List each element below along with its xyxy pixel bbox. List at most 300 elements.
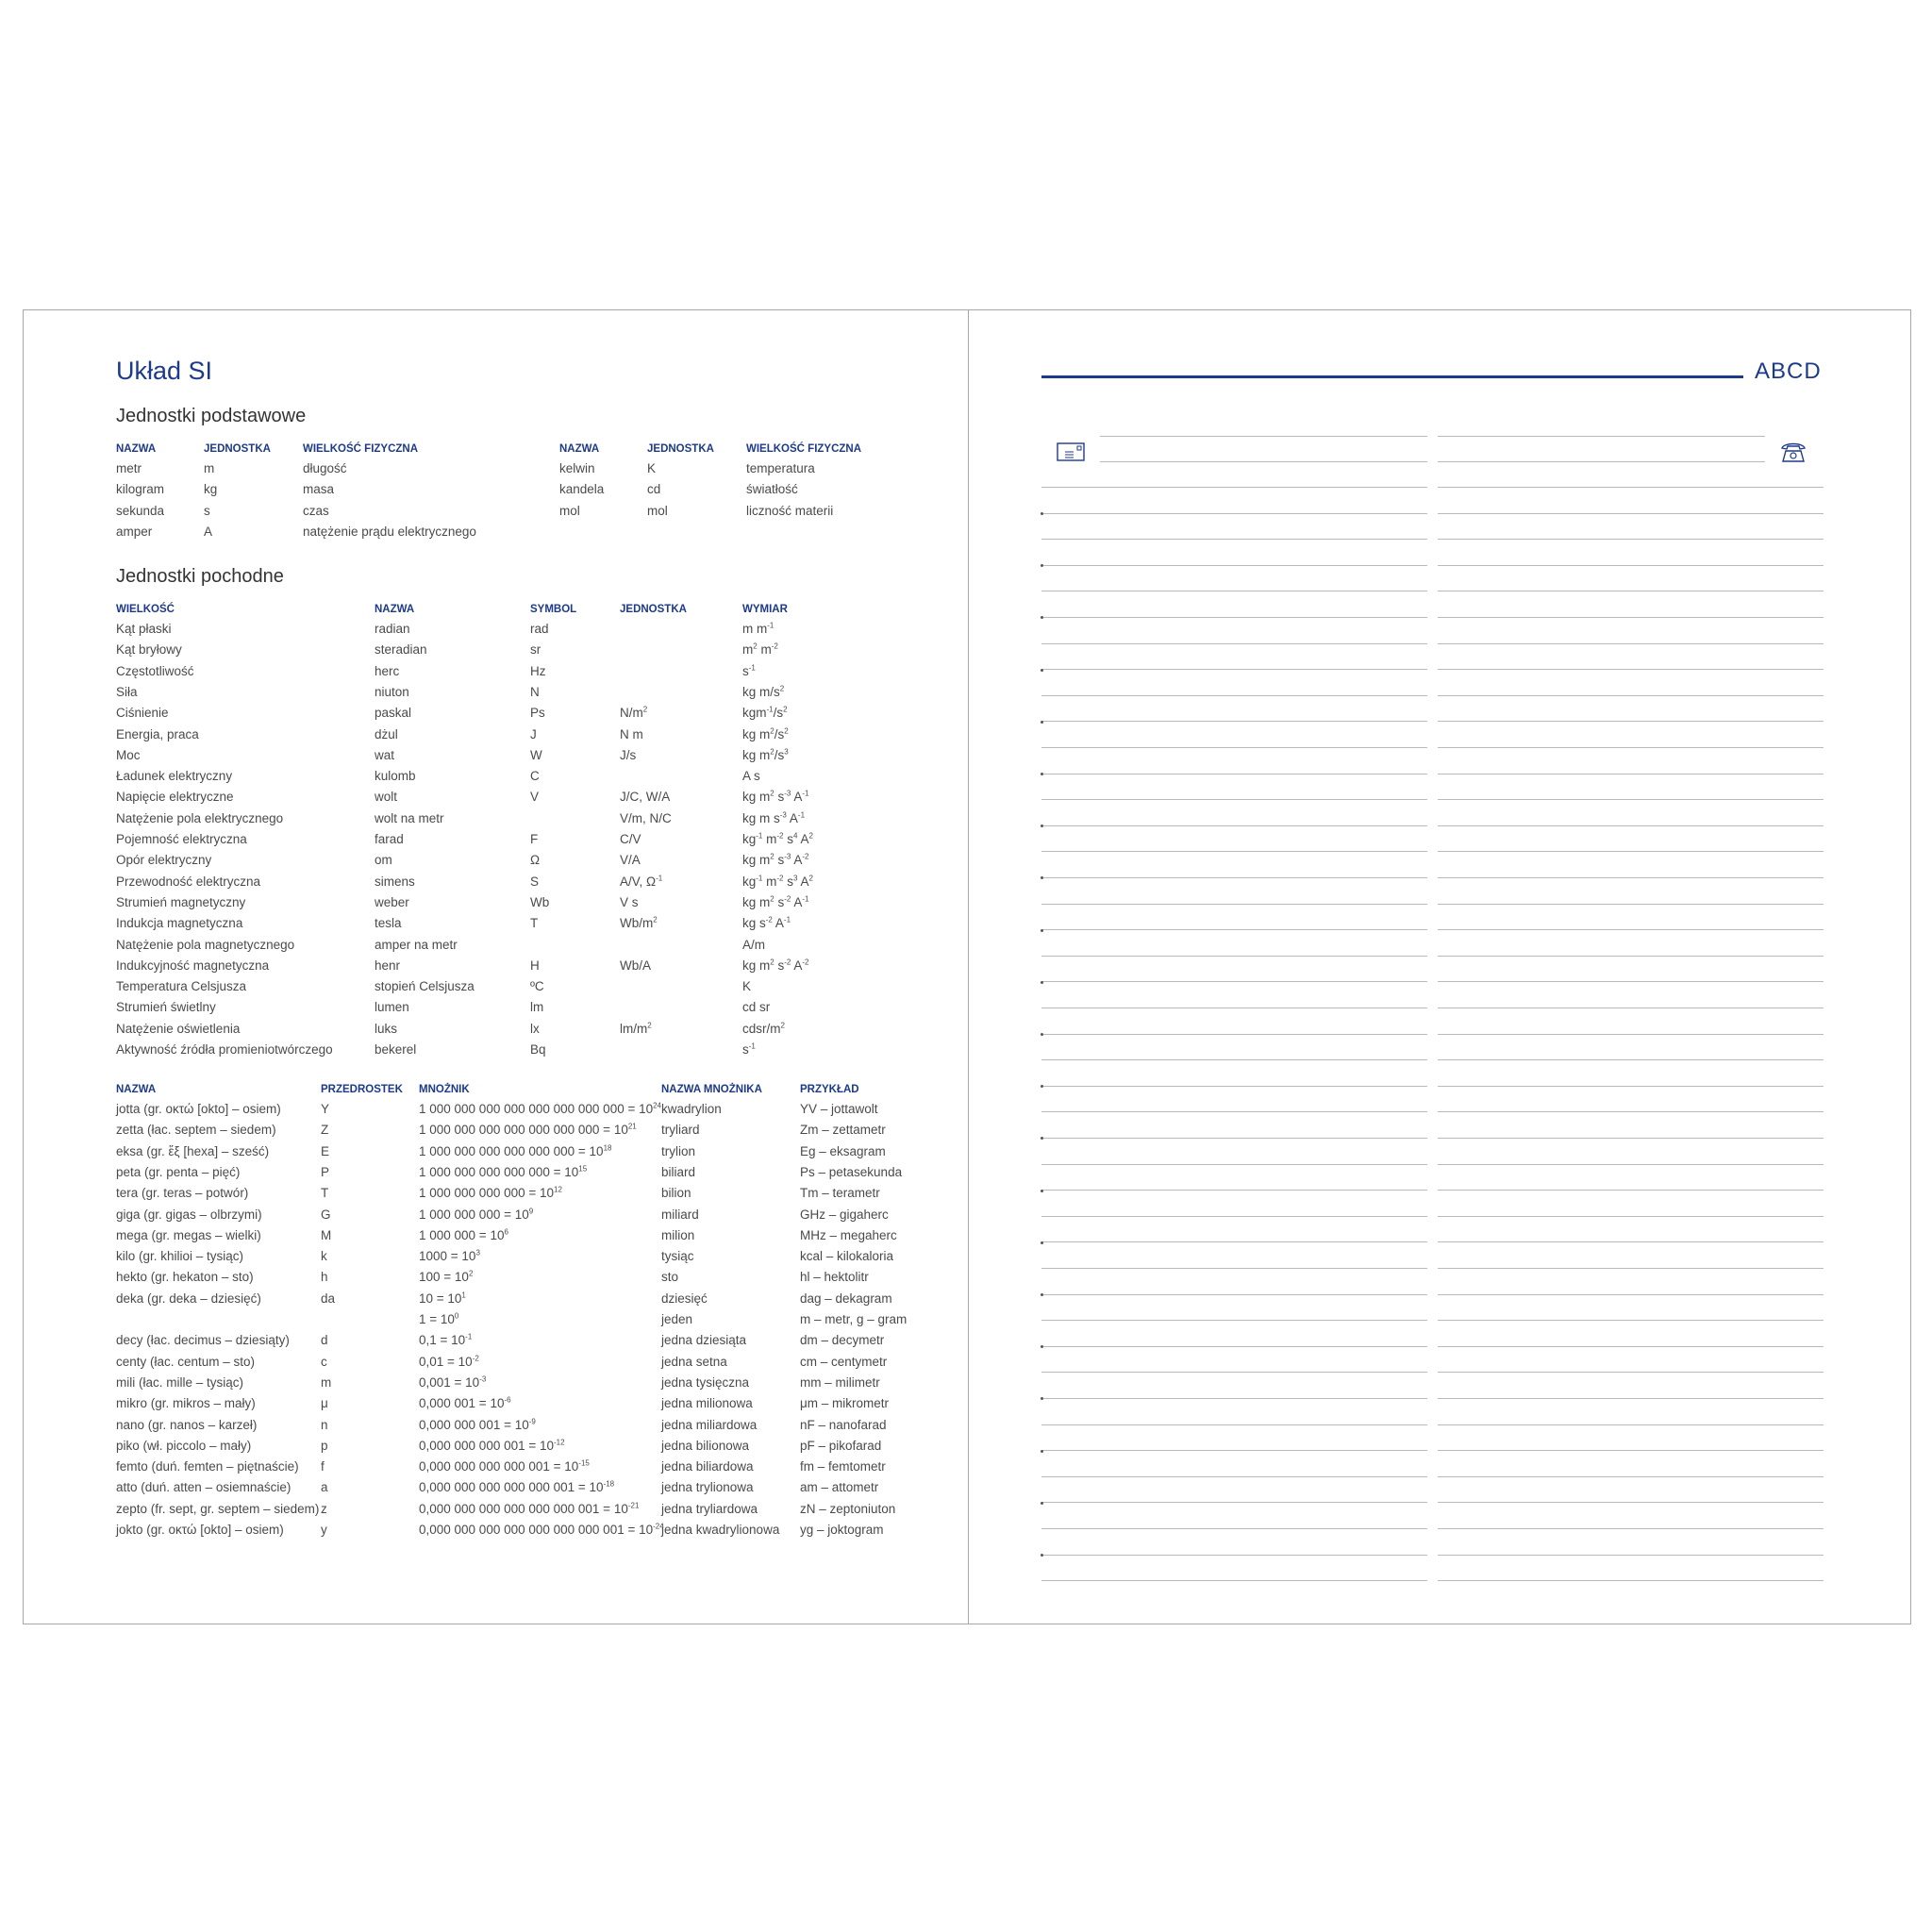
prefix-cell: tryliard [661, 1123, 700, 1138]
prefix-cell: trylion [661, 1143, 696, 1158]
ruled-line [1041, 669, 1427, 670]
derived-cell: wolt [375, 790, 398, 805]
prefix-cell: centy (łac. centum – sto) [116, 1354, 256, 1369]
derived-cell: Częstotliwość [116, 663, 194, 678]
base-cell: długość [303, 461, 347, 475]
derived-cell: Ciśnienie [116, 706, 169, 721]
base-cell: masa [303, 482, 335, 497]
derived-cell: $kg^{-1}$ $m^{-2}$ $s^4$ $A^2$ [742, 831, 813, 846]
ruled-line [1438, 1372, 1824, 1373]
prefix-cell: 0,000 000 000 000 $001 = 10^{-15}$ [419, 1458, 590, 1474]
ruled-line [1041, 1450, 1427, 1451]
entry-dot [1041, 512, 1043, 515]
derived-cell: S [530, 874, 540, 889]
derived-cell: Wb [530, 894, 550, 909]
ruled-line [1438, 747, 1824, 748]
derived-cell: $s^{-1}$ [742, 663, 756, 678]
prefix-cell: dziesięć [661, 1291, 708, 1306]
derived-cell: bekerel [375, 1042, 417, 1057]
derived-cell: Bq [530, 1042, 546, 1057]
prefix-cell: mega (gr. megas – wielki) [116, 1227, 261, 1242]
prefix-cell: Tm – terametr [800, 1186, 880, 1201]
prefix-cell: miliard [661, 1207, 699, 1222]
ruled-line [1041, 1372, 1427, 1373]
base-cell: światłość [746, 482, 798, 497]
telephone-icon [1779, 440, 1807, 464]
derived-cell: Napięcie elektryczne [116, 790, 234, 805]
prefix-cell: $0,001 = 10^{-3}$ [419, 1374, 487, 1390]
ruled-line [1041, 825, 1427, 826]
ruled-line [1041, 1034, 1427, 1035]
derived-cell: C [530, 769, 540, 784]
ruled-line [1438, 669, 1824, 670]
prefix-cell: n [321, 1417, 328, 1432]
derived-cell: kg $m^2$ $s^{-2}$ $A^{-1}$ [742, 894, 809, 909]
derived-cell: J/C, W/A [620, 790, 671, 805]
entry-dot [1041, 1241, 1043, 1244]
entry-dot [1041, 1502, 1043, 1505]
ruled-line [1041, 799, 1427, 800]
prefix-cell: bilion [661, 1186, 691, 1201]
prefix-cell: mili (łac. mille – tysiąc) [116, 1374, 244, 1390]
prefix-cell: 1 000 000 000 000 000 000 $000 = 10^{21}$ [419, 1122, 637, 1138]
ruled-line [1041, 721, 1427, 722]
ruled-line [1438, 1190, 1824, 1191]
prefix-cell: P [321, 1164, 330, 1179]
prefix-cell: deka (gr. deka – dziesięć) [116, 1291, 261, 1306]
ruled-line [1041, 1294, 1427, 1295]
prefix-cell: Zm – zettametr [800, 1123, 886, 1138]
derived-cell: $Wb/m^2$ [620, 915, 658, 931]
prefix-cell: 1 000 000 000 000 $000 = 10^{15}$ [419, 1164, 588, 1179]
prefix-cell: jedna dziesiąta [661, 1333, 747, 1348]
base-cell: s [204, 503, 210, 518]
ruled-line [1438, 1320, 1824, 1321]
entry-dot [1041, 1450, 1043, 1453]
prefix-cell: jedna setna [661, 1354, 727, 1369]
ruled-line [1041, 695, 1427, 696]
prefix-cell: Eg – eksagram [800, 1143, 886, 1158]
prefix-cell: pF – pikofarad [800, 1438, 882, 1453]
entry-dot [1041, 981, 1043, 984]
derived-cell: amper na metr [375, 937, 458, 952]
page-title: Układ SI [116, 357, 213, 385]
prefix-cell: femto (duń. femten – piętnaście) [116, 1459, 299, 1474]
derived-cell: V [530, 790, 540, 805]
prefix-cell: z [321, 1501, 327, 1516]
ruled-line [1438, 1034, 1824, 1035]
entry-dot [1041, 721, 1043, 724]
ruled-line [1438, 461, 1765, 462]
ruled-line [1438, 436, 1765, 437]
entry-dot [1041, 1033, 1043, 1036]
prefix-cell: jokto (gr. οκτώ [okto] – osiem) [116, 1523, 284, 1537]
base-cell: temperatura [746, 461, 815, 475]
derived-cell: Moc [116, 747, 141, 762]
derived-cell: herc [375, 663, 400, 678]
prefix-cell: peta (gr. penta – pięć) [116, 1164, 241, 1179]
base-cell: sekunda [116, 503, 165, 518]
prefix-header: MNOŻNIK [419, 1084, 470, 1095]
ruled-line [1041, 956, 1427, 957]
derived-cell: W [530, 747, 542, 762]
ruled-line [1438, 1086, 1824, 1087]
derived-cell: V/A [620, 853, 641, 868]
prefix-cell: jedna tysięczna [661, 1374, 750, 1390]
base-cell: amper [116, 524, 153, 539]
prefix-cell: dag – dekagram [800, 1291, 892, 1306]
derived-cell: Wb/A [620, 958, 652, 973]
prefix-cell: μm – mikrometr [800, 1396, 890, 1411]
derived-cell: J/s [620, 747, 637, 762]
ruled-line [1438, 1450, 1824, 1451]
ruled-line [1041, 513, 1427, 514]
derived-cell: Hz [530, 663, 546, 678]
base-cell: cd [647, 482, 661, 497]
ruled-line [1041, 1555, 1427, 1556]
prefix-cell: jedna milionowa [661, 1396, 753, 1411]
base-cell: mol [559, 503, 580, 518]
derived-cell: A/V, $\Omega^{-1}$ [620, 874, 663, 889]
prefix-cell: M [321, 1227, 332, 1242]
base-cell: m [204, 461, 215, 475]
derived-cell: kg $m^2$ $s^{-3}$ $A^{-1}$ [742, 789, 809, 805]
prefix-cell: mikro (gr. mikros – mały) [116, 1396, 256, 1411]
ruled-line [1041, 487, 1427, 488]
derived-header: WIELKOŚĆ [116, 604, 175, 615]
ruled-line [1041, 877, 1427, 878]
ruled-line [1438, 981, 1824, 982]
prefix-cell: jedna miliardowa [661, 1417, 758, 1432]
ruled-line [1438, 1528, 1824, 1529]
derived-cell: kg $s^{-2}$ $A^{-1}$ [742, 915, 791, 931]
derived-cell: Kąt płaski [116, 622, 172, 636]
prefix-cell: 0,000 000 000 000 000 000 $001 = 10^{-21}$ [419, 1501, 640, 1516]
prefix-cell: yg – joktogram [800, 1523, 884, 1537]
ruled-line [1041, 1111, 1427, 1112]
derived-cell: wolt na metr [375, 810, 444, 825]
ruled-line [1041, 1086, 1427, 1087]
ruled-line [1438, 1424, 1824, 1425]
base-cell: kelwin [559, 461, 595, 475]
prefix-cell: jedna trylionowa [661, 1480, 754, 1495]
entry-dot [1041, 1554, 1043, 1557]
derived-header: SYMBOL [530, 604, 577, 615]
ruled-line [1438, 1294, 1824, 1295]
prefix-cell: tera (gr. teras – potwór) [116, 1186, 249, 1201]
ruled-line [1041, 747, 1427, 748]
derived-cell: C/V [620, 832, 641, 846]
derived-cell: kg m $s^{-3}$ $A^{-1}$ [742, 810, 806, 825]
ruled-line [1438, 1502, 1824, 1503]
base-header: NAZWA [116, 443, 157, 455]
derived-cell: F [530, 832, 539, 846]
ruled-line [1438, 513, 1824, 514]
derived-cell: kg $m^2/s^3$ [742, 747, 789, 762]
derived-cell: Ω [530, 853, 541, 868]
derived-cell: lm [530, 1000, 544, 1015]
derived-cell: $lm/m^2$ [620, 1021, 652, 1036]
prefix-cell: nF – nanofarad [800, 1417, 887, 1432]
ruled-line [1041, 1476, 1427, 1477]
ruled-line [1041, 1138, 1427, 1139]
ruled-line [1438, 617, 1824, 618]
prefix-cell: milion [661, 1227, 695, 1242]
ruled-line [1041, 851, 1427, 852]
derived-cell: luks [375, 1021, 398, 1036]
derived-cell: cdsr/$m^2$ [742, 1021, 785, 1036]
prefix-cell: kilo (gr. khilioi – tysiąc) [116, 1249, 244, 1264]
derived-cell: lx [530, 1021, 540, 1036]
prefix-cell: da [321, 1291, 336, 1306]
ruled-line [1438, 851, 1824, 852]
prefix-cell: nano (gr. nanos – karzeł) [116, 1417, 258, 1432]
ruled-line [1041, 1164, 1427, 1165]
ruled-line [1041, 539, 1427, 540]
derived-cell: kg $m^2$ $s^{-3}$ $A^{-2}$ [742, 852, 809, 868]
derived-cell: tesla [375, 916, 402, 931]
derived-cell: farad [375, 832, 404, 846]
ruled-line [1041, 1241, 1427, 1242]
derived-cell: kg $m^2/s^2$ [742, 726, 789, 741]
derived-cell: cd sr [742, 1000, 771, 1015]
prefix-cell: 1 000 000 000 000 000 $000 = 10^{18}$ [419, 1143, 612, 1158]
derived-cell: steradian [375, 642, 427, 658]
derived-cell: A/m [742, 937, 766, 952]
prefix-cell: decy (łac. decimus – dziesiąty) [116, 1333, 290, 1348]
prefix-cell: hl – hektolitr [800, 1270, 869, 1285]
index-letters: ABCD [1755, 358, 1822, 384]
base-cell: K [647, 461, 657, 475]
derived-cell: Przewodność elektryczna [116, 874, 261, 889]
ruled-line [1041, 643, 1427, 644]
prefix-cell: MHz – megaherc [800, 1227, 897, 1242]
ruled-line [1041, 929, 1427, 930]
ruled-line [1041, 1320, 1427, 1321]
ruled-line [1438, 1111, 1824, 1112]
prefix-cell: atto (duń. atten – osiemnaście) [116, 1480, 291, 1495]
base-cell: natężenie prądu elektrycznego [303, 524, 476, 539]
prefix-cell: $0,1 = 10^{-1}$ [419, 1332, 473, 1348]
derived-cell: $kgm^{-1}/s^2$ [742, 705, 788, 721]
derived-cell: henr [375, 958, 401, 973]
derived-cell: om [375, 853, 392, 868]
prefix-cell: $1000 = 10^3$ [419, 1248, 480, 1264]
prefix-cell: hekto (gr. hekaton – sto) [116, 1270, 254, 1285]
ruled-line [1438, 1164, 1824, 1165]
ruled-line [1438, 877, 1824, 878]
derived-cell: wat [375, 747, 395, 762]
prefix-cell: Z [321, 1123, 329, 1138]
derived-cell: Temperatura Celsjusza [116, 979, 247, 994]
ruled-line [1438, 799, 1824, 800]
prefix-cell: $0,01 = 10^{-2}$ [419, 1354, 479, 1369]
entry-dot [1041, 1190, 1043, 1192]
ruled-line [1041, 904, 1427, 905]
ruled-line [1041, 1424, 1427, 1425]
derived-cell: K [742, 979, 752, 994]
derived-cell: kg $m^2$ $s^{-2}$ $A^{-2}$ [742, 958, 809, 973]
prefix-cell: tysiąc [661, 1249, 694, 1264]
derived-cell: A s [742, 769, 760, 784]
prefix-cell: a [321, 1480, 328, 1495]
derived-cell: V s [620, 894, 639, 909]
derived-units-heading: Jednostki pochodne [116, 566, 284, 587]
base-header: WIELKOŚĆ FIZYCZNA [303, 443, 419, 455]
ruled-line [1041, 981, 1427, 982]
derived-cell: J [530, 726, 537, 741]
ruled-line [1041, 1398, 1427, 1399]
prefix-cell: am – attometr [800, 1480, 879, 1495]
prefix-cell: h [321, 1270, 328, 1285]
prefix-cell: Y [321, 1102, 330, 1116]
header-bar [1041, 375, 1743, 378]
prefix-cell: $10 = 10^1$ [419, 1291, 466, 1306]
ruled-line [1438, 956, 1824, 957]
ruled-line [1438, 1138, 1824, 1139]
prefix-cell: jedna tryliardowa [661, 1501, 758, 1516]
derived-cell: rad [530, 622, 549, 636]
entry-dot [1041, 1293, 1043, 1296]
ruled-line [1041, 1059, 1427, 1060]
ruled-line [1438, 721, 1824, 722]
base-header: WIELKOŚĆ FIZYCZNA [746, 443, 862, 455]
base-cell: kandela [559, 482, 605, 497]
prefix-cell: $1 = 10^0$ [419, 1311, 459, 1326]
derived-cell: Pojemność elektryczna [116, 832, 247, 846]
derived-cell: simens [375, 874, 415, 889]
derived-cell: Siła [116, 684, 138, 699]
derived-cell: N [530, 684, 540, 699]
ruled-line [1438, 1476, 1824, 1477]
derived-cell: Strumień magnetyczny [116, 894, 246, 909]
ruled-line [1041, 565, 1427, 566]
prefix-cell: 1 000 000 000 000 000 000 000 $000 = 10^{24}$ [419, 1101, 662, 1116]
ruled-line [1438, 929, 1824, 930]
prefix-header: PRZEDROSTEK [321, 1084, 403, 1095]
derived-cell: Kąt bryłowy [116, 642, 182, 658]
derived-cell: niuton [375, 684, 409, 699]
derived-cell: Natężenie pola elektrycznego [116, 810, 284, 825]
base-units-heading: Jednostki podstawowe [116, 406, 307, 426]
ruled-line [1100, 461, 1427, 462]
prefix-cell: 0,000 000 000 $001 = 10^{-12}$ [419, 1438, 565, 1453]
prefix-cell: sto [661, 1270, 679, 1285]
prefix-cell: kwadrylion [661, 1102, 722, 1116]
prefix-cell: G [321, 1207, 331, 1222]
prefix-cell: GHz – gigaherc [800, 1207, 889, 1222]
prefix-cell: piko (wł. piccolo – mały) [116, 1438, 252, 1453]
derived-cell: sr [530, 642, 541, 658]
ruled-line [1041, 1190, 1427, 1191]
base-cell: A [204, 524, 213, 539]
prefix-cell: zN – zeptoniuton [800, 1501, 896, 1516]
derived-cell: Energia, praca [116, 726, 199, 741]
derived-cell: paskal [375, 706, 412, 721]
base-cell: kilogram [116, 482, 165, 497]
ruled-line [1041, 1580, 1427, 1581]
prefix-cell: fm – femtometr [800, 1459, 886, 1474]
ruled-line [1041, 617, 1427, 618]
derived-cell: H [530, 958, 540, 973]
ruled-line [1438, 1216, 1824, 1217]
prefix-cell: zetta (łac. septem – siedem) [116, 1123, 276, 1138]
prefix-cell: $100 = 10^2$ [419, 1269, 474, 1285]
prefix-cell: 1 000 000 $000 = 10^9$ [419, 1207, 534, 1222]
ruled-line [1100, 436, 1427, 437]
entry-dot [1041, 773, 1043, 775]
derived-cell: Opór elektryczny [116, 853, 212, 868]
prefix-header: NAZWA MNOŻNIKA [661, 1084, 762, 1095]
derived-cell: $s^{-1}$ [742, 1041, 756, 1057]
derived-cell: weber [375, 894, 409, 909]
derived-cell: kg $m/s^2$ [742, 684, 785, 699]
derived-cell: Indukcyjność magnetyczna [116, 958, 270, 973]
ruled-line [1041, 1346, 1427, 1347]
prefix-cell: YV – jottawolt [800, 1102, 878, 1116]
envelope-icon [1057, 441, 1085, 462]
derived-cell: radian [375, 622, 410, 636]
prefix-cell: Ps – petasekunda [800, 1164, 903, 1179]
entry-dot [1041, 929, 1043, 932]
derived-cell: Natężenie oświetlenia [116, 1021, 241, 1036]
derived-cell: Natężenie pola magnetycznego [116, 937, 295, 952]
derived-cell: Strumień świetlny [116, 1000, 216, 1015]
ruled-line [1438, 1398, 1824, 1399]
derived-cell: N m [620, 726, 643, 741]
base-header: JEDNOSTKA [204, 443, 271, 455]
base-cell: liczność materii [746, 503, 834, 518]
prefix-header: NAZWA [116, 1084, 157, 1095]
ruled-line [1041, 1216, 1427, 1217]
derived-cell: Indukcja magnetyczna [116, 916, 243, 931]
derived-cell: Aktywność źródła promieniotwórczego [116, 1042, 333, 1057]
prefix-cell: 0,000 000 $001 = 10^{-9}$ [419, 1417, 536, 1432]
prefix-cell: jedna bilionowa [661, 1438, 750, 1453]
prefix-header: PRZYKŁAD [800, 1084, 859, 1095]
prefix-cell: k [321, 1249, 327, 1264]
ruled-line [1438, 1580, 1824, 1581]
derived-header: JEDNOSTKA [620, 604, 687, 615]
ruled-line [1438, 1555, 1824, 1556]
derived-cell: ºC [530, 979, 544, 994]
prefix-cell: jedna biliardowa [661, 1459, 754, 1474]
prefix-cell: jotta (gr. οκτώ [okto] – osiem) [116, 1102, 281, 1116]
ruled-line [1438, 643, 1824, 644]
derived-cell: Ładunek elektryczny [116, 769, 233, 784]
ruled-line [1438, 1241, 1824, 1242]
base-header: JEDNOSTKA [647, 443, 714, 455]
ruled-line [1041, 1268, 1427, 1269]
derived-cell: $kg^{-1}$ $m^{-2}$ $s^3$ $A^2$ [742, 874, 813, 889]
base-cell: kg [204, 482, 218, 497]
prefix-cell: m [321, 1374, 332, 1390]
derived-header: NAZWA [375, 604, 415, 615]
derived-cell: Ps [530, 706, 545, 721]
prefix-cell: zepto (fr. sept, gr. septem – siedem) [116, 1501, 320, 1516]
ruled-line [1041, 1528, 1427, 1529]
prefix-cell: d [321, 1333, 328, 1348]
derived-cell: m $m^{-1}$ [742, 621, 774, 636]
base-cell: mol [647, 503, 668, 518]
prefix-cell: kcal – kilokaloria [800, 1249, 894, 1264]
derived-cell: $N/m^2$ [620, 705, 648, 721]
base-cell: czas [303, 503, 329, 518]
base-header: NAZWA [559, 443, 600, 455]
prefix-cell: T [321, 1186, 329, 1201]
derived-cell: T [530, 916, 539, 931]
derived-cell: kulomb [375, 769, 416, 784]
